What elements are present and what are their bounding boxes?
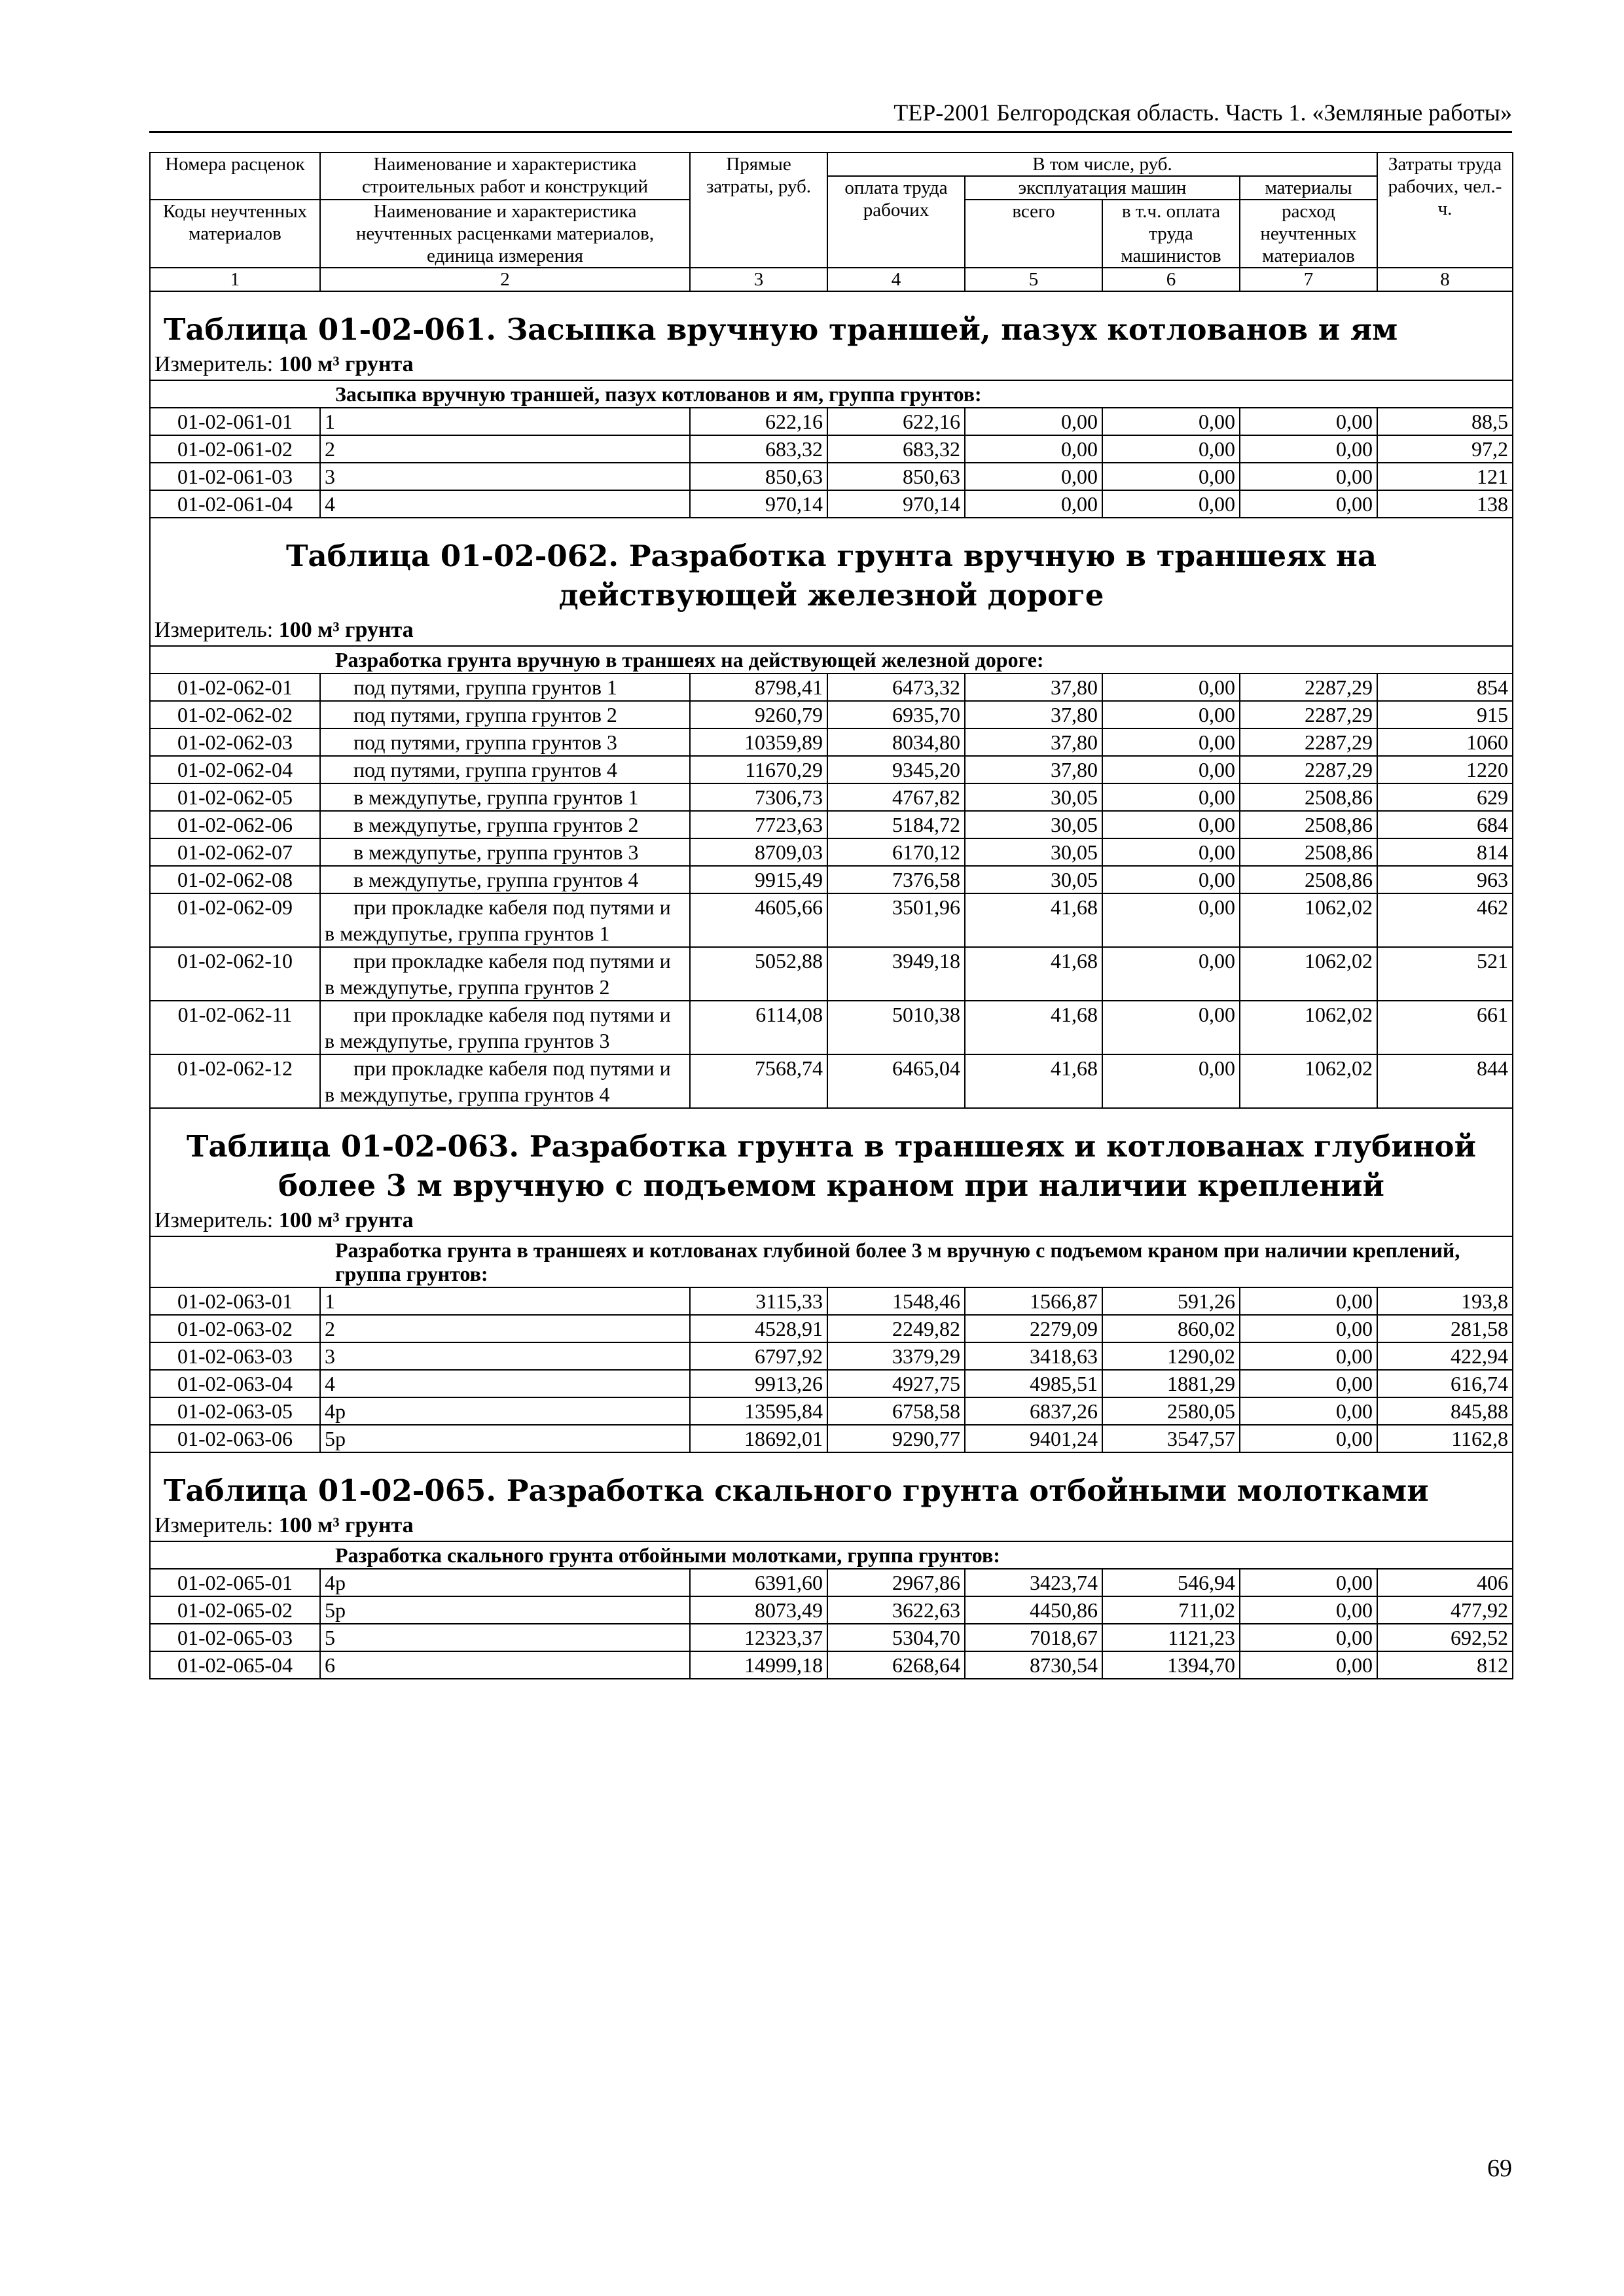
rate-code: 01-02-063-03 <box>150 1342 320 1370</box>
table-row <box>150 408 1513 435</box>
work-name: 5р <box>320 1425 690 1452</box>
value-c4: 7376,58 <box>827 866 965 893</box>
value-c3: 9260,79 <box>690 701 827 728</box>
work-name: под путями, группа грунтов 1 <box>320 673 690 701</box>
column-number: 8 <box>1377 268 1513 291</box>
value-c4: 3949,18 <box>827 947 965 1001</box>
value-c4: 6170,12 <box>827 838 965 866</box>
table-row <box>150 1370 1513 1397</box>
value-c8: 963 <box>1377 866 1513 893</box>
value-c5: 41,68 <box>965 1001 1102 1054</box>
table-row <box>150 490 1513 518</box>
table-row <box>150 1596 1513 1624</box>
value-c4: 6473,32 <box>827 673 965 701</box>
header-materials: материалы <box>1240 176 1377 200</box>
header-col2-top: Наименование и характеристика строительных работ и конструкций <box>320 152 690 200</box>
value-c8: 814 <box>1377 838 1513 866</box>
measure-label: Измеритель: <box>154 352 274 376</box>
value-c4: 6758,58 <box>827 1397 965 1425</box>
work-name: в междупутье, группа грунтов 4 <box>320 866 690 893</box>
value-c7: 0,00 <box>1240 490 1377 518</box>
measure-value: 100 м³ грунта <box>278 1208 414 1232</box>
value-c6: 0,00 <box>1102 701 1240 728</box>
group-title: Разработка скального грунта отбойными молотками, группа грунтов: <box>150 1541 1513 1569</box>
value-c8: 406 <box>1377 1569 1513 1596</box>
value-c5: 37,80 <box>965 756 1102 783</box>
rate-code: 01-02-062-06 <box>150 811 320 838</box>
header-row-1 <box>150 152 1513 176</box>
value-c4: 622,16 <box>827 408 965 435</box>
value-c8: 854 <box>1377 673 1513 701</box>
value-c6: 0,00 <box>1102 866 1240 893</box>
value-c3: 13595,84 <box>690 1397 827 1425</box>
header-col7: расход неучтенных материалов <box>1240 200 1377 268</box>
value-c5: 37,80 <box>965 673 1102 701</box>
table-title: Таблица 01-02-061. Засыпка вручную траншей, пазух котлованов и ям <box>150 291 1513 350</box>
group-title: Разработка грунта вручную в траншеях на действующей железной дороге: <box>150 646 1513 673</box>
table-row <box>150 756 1513 783</box>
work-name: 2 <box>320 435 690 463</box>
rate-code: 01-02-061-01 <box>150 408 320 435</box>
rate-code: 01-02-062-11 <box>150 1001 320 1054</box>
value-c3: 9915,49 <box>690 866 827 893</box>
value-c5: 8730,54 <box>965 1651 1102 1679</box>
measure-row <box>150 1511 1513 1541</box>
rate-code: 01-02-065-02 <box>150 1596 320 1624</box>
work-name: 4р <box>320 1569 690 1596</box>
value-c3: 3115,33 <box>690 1287 827 1315</box>
value-c3: 7306,73 <box>690 783 827 811</box>
value-c8: 812 <box>1377 1651 1513 1679</box>
measure-cell <box>150 1511 1513 1541</box>
column-numbers-row <box>150 268 1513 291</box>
rate-code: 01-02-063-06 <box>150 1425 320 1452</box>
value-c7: 0,00 <box>1240 1624 1377 1651</box>
value-c7: 0,00 <box>1240 408 1377 435</box>
value-c4: 5010,38 <box>827 1001 965 1054</box>
value-c6: 1121,23 <box>1102 1624 1240 1651</box>
value-c6: 0,00 <box>1102 947 1240 1001</box>
work-name: 3 <box>320 1342 690 1370</box>
value-c7: 0,00 <box>1240 435 1377 463</box>
value-c5: 41,68 <box>965 947 1102 1001</box>
value-c6: 0,00 <box>1102 893 1240 947</box>
group-title: Разработка грунта в траншеях и котлованах глубиной более 3 м вручную с подъемом краном при наличии креплений, группа грунтов: <box>150 1236 1513 1287</box>
value-c7: 1062,02 <box>1240 1054 1377 1108</box>
table-title-row <box>150 1108 1513 1206</box>
header-col2-bottom: Наименование и характеристика неучтенных расценками материалов, единица измерения <box>320 200 690 268</box>
table-row <box>150 947 1513 1001</box>
table-title: Таблица 01-02-063. Разработка грунта в траншеях и котлованах глубиной более 3 м вручную с подъемом краном при наличии креплений <box>150 1108 1513 1206</box>
measure-cell <box>150 350 1513 380</box>
column-number: 3 <box>690 268 827 291</box>
value-c5: 30,05 <box>965 811 1102 838</box>
value-c4: 970,14 <box>827 490 965 518</box>
work-name: 4 <box>320 1370 690 1397</box>
table-title: Таблица 01-02-065. Разработка скального грунта отбойными молотками <box>150 1452 1513 1511</box>
value-c7: 1062,02 <box>1240 893 1377 947</box>
table-title-row <box>150 518 1513 615</box>
rate-code: 01-02-062-02 <box>150 701 320 728</box>
measure-row <box>150 1206 1513 1236</box>
page-number: 69 <box>1487 2155 1512 2182</box>
value-c6: 1290,02 <box>1102 1342 1240 1370</box>
value-c4: 4927,75 <box>827 1370 965 1397</box>
value-c8: 661 <box>1377 1001 1513 1054</box>
value-c5: 41,68 <box>965 893 1102 947</box>
value-c8: 1220 <box>1377 756 1513 783</box>
work-name: 4р <box>320 1397 690 1425</box>
work-name: под путями, группа грунтов 4 <box>320 756 690 783</box>
rate-code: 01-02-062-01 <box>150 673 320 701</box>
rate-code: 01-02-062-08 <box>150 866 320 893</box>
column-number: 2 <box>320 268 690 291</box>
table-row <box>150 893 1513 947</box>
value-c7: 0,00 <box>1240 1370 1377 1397</box>
value-c3: 9913,26 <box>690 1370 827 1397</box>
value-c8: 281,58 <box>1377 1315 1513 1342</box>
value-c8: 844 <box>1377 1054 1513 1108</box>
value-c7: 2287,29 <box>1240 673 1377 701</box>
group-row <box>150 1236 1513 1287</box>
rate-code: 01-02-062-10 <box>150 947 320 1001</box>
rate-code: 01-02-061-02 <box>150 435 320 463</box>
rate-code: 01-02-063-01 <box>150 1287 320 1315</box>
rate-code: 01-02-063-04 <box>150 1370 320 1397</box>
table-row <box>150 435 1513 463</box>
work-name: 5р <box>320 1596 690 1624</box>
rate-code: 01-02-065-03 <box>150 1624 320 1651</box>
work-name: при прокладке кабеля под путями и в междупутье, группа грунтов 3 <box>320 1001 690 1054</box>
value-c3: 12323,37 <box>690 1624 827 1651</box>
work-name: 5 <box>320 1624 690 1651</box>
header-col3: Прямые затраты, руб. <box>690 152 827 268</box>
value-c7: 2508,86 <box>1240 811 1377 838</box>
header-machines: эксплуатация машин <box>965 176 1240 200</box>
group-title: Засыпка вручную траншей, пазух котлованов и ям, группа грунтов: <box>150 380 1513 408</box>
value-c4: 6935,70 <box>827 701 965 728</box>
value-c5: 6837,26 <box>965 1397 1102 1425</box>
measure-label: Измеритель: <box>154 1208 274 1232</box>
table-row <box>150 1001 1513 1054</box>
value-c8: 629 <box>1377 783 1513 811</box>
group-row <box>150 646 1513 673</box>
value-c7: 2287,29 <box>1240 756 1377 783</box>
value-c5: 37,80 <box>965 701 1102 728</box>
value-c8: 193,8 <box>1377 1287 1513 1315</box>
measure-value: 100 м³ грунта <box>278 618 414 642</box>
value-c5: 30,05 <box>965 783 1102 811</box>
value-c4: 2249,82 <box>827 1315 965 1342</box>
value-c3: 18692,01 <box>690 1425 827 1452</box>
value-c6: 0,00 <box>1102 783 1240 811</box>
value-c3: 6391,60 <box>690 1569 827 1596</box>
value-c6: 0,00 <box>1102 1054 1240 1108</box>
value-c3: 8073,49 <box>690 1596 827 1624</box>
value-c5: 7018,67 <box>965 1624 1102 1651</box>
header-col8: Затраты труда рабочих, чел.-ч. <box>1377 152 1513 268</box>
value-c3: 14999,18 <box>690 1651 827 1679</box>
value-c8: 684 <box>1377 811 1513 838</box>
value-c4: 8034,80 <box>827 728 965 756</box>
value-c3: 683,32 <box>690 435 827 463</box>
value-c7: 0,00 <box>1240 1342 1377 1370</box>
work-name: при прокладке кабеля под путями и в междупутье, группа грунтов 1 <box>320 893 690 947</box>
value-c7: 2508,86 <box>1240 866 1377 893</box>
work-name: 2 <box>320 1315 690 1342</box>
table-row <box>150 1651 1513 1679</box>
value-c8: 422,94 <box>1377 1342 1513 1370</box>
table-row <box>150 463 1513 490</box>
value-c7: 1062,02 <box>1240 947 1377 1001</box>
header-col4: оплата труда рабочих <box>827 176 965 268</box>
value-c3: 8709,03 <box>690 838 827 866</box>
value-c7: 0,00 <box>1240 1651 1377 1679</box>
value-c7: 0,00 <box>1240 1287 1377 1315</box>
value-c8: 88,5 <box>1377 408 1513 435</box>
value-c5: 30,05 <box>965 866 1102 893</box>
value-c7: 0,00 <box>1240 1596 1377 1624</box>
value-c8: 845,88 <box>1377 1397 1513 1425</box>
value-c7: 2508,86 <box>1240 783 1377 811</box>
work-name: 6 <box>320 1651 690 1679</box>
value-c4: 683,32 <box>827 435 965 463</box>
value-c8: 121 <box>1377 463 1513 490</box>
value-c3: 4605,66 <box>690 893 827 947</box>
table-row <box>150 673 1513 701</box>
value-c8: 915 <box>1377 701 1513 728</box>
column-number: 7 <box>1240 268 1377 291</box>
value-c8: 97,2 <box>1377 435 1513 463</box>
value-c6: 0,00 <box>1102 1001 1240 1054</box>
table-row <box>150 1315 1513 1342</box>
measure-label: Измеритель: <box>154 1513 274 1537</box>
value-c4: 9345,20 <box>827 756 965 783</box>
value-c6: 0,00 <box>1102 490 1240 518</box>
measure-row <box>150 615 1513 646</box>
value-c7: 2287,29 <box>1240 701 1377 728</box>
column-number: 5 <box>965 268 1102 291</box>
value-c4: 5304,70 <box>827 1624 965 1651</box>
rate-code: 01-02-062-05 <box>150 783 320 811</box>
group-row <box>150 380 1513 408</box>
rate-code: 01-02-062-12 <box>150 1054 320 1108</box>
value-c7: 0,00 <box>1240 1315 1377 1342</box>
value-c3: 11670,29 <box>690 756 827 783</box>
value-c4: 3622,63 <box>827 1596 965 1624</box>
value-c4: 6268,64 <box>827 1651 965 1679</box>
value-c7: 0,00 <box>1240 463 1377 490</box>
value-c5: 3418,63 <box>965 1342 1102 1370</box>
running-header: ТЕР-2001 Белгородская область. Часть 1. «Земляные работы» <box>149 98 1512 133</box>
table-row <box>150 1287 1513 1315</box>
value-c8: 138 <box>1377 490 1513 518</box>
value-c6: 860,02 <box>1102 1315 1240 1342</box>
value-c4: 1548,46 <box>827 1287 965 1315</box>
work-name: в междупутье, группа грунтов 3 <box>320 838 690 866</box>
table-row <box>150 1569 1513 1596</box>
header-col1-bottom: Коды неучтенных материалов <box>150 200 320 268</box>
table-row <box>150 1397 1513 1425</box>
table-row <box>150 783 1513 811</box>
value-c8: 1162,8 <box>1377 1425 1513 1452</box>
value-c5: 3423,74 <box>965 1569 1102 1596</box>
work-name: под путями, группа грунтов 3 <box>320 728 690 756</box>
value-c6: 2580,05 <box>1102 1397 1240 1425</box>
value-c6: 0,00 <box>1102 435 1240 463</box>
value-c5: 0,00 <box>965 408 1102 435</box>
value-c3: 970,14 <box>690 490 827 518</box>
value-c5: 2279,09 <box>965 1315 1102 1342</box>
value-c8: 477,92 <box>1377 1596 1513 1624</box>
value-c7: 0,00 <box>1240 1425 1377 1452</box>
table-row <box>150 1342 1513 1370</box>
header-col5: всего <box>965 200 1102 268</box>
value-c3: 7568,74 <box>690 1054 827 1108</box>
value-c5: 30,05 <box>965 838 1102 866</box>
value-c7: 2508,86 <box>1240 838 1377 866</box>
work-name: в междупутье, группа грунтов 1 <box>320 783 690 811</box>
value-c3: 7723,63 <box>690 811 827 838</box>
table-row <box>150 1425 1513 1452</box>
table-row <box>150 1624 1513 1651</box>
work-name: 4 <box>320 490 690 518</box>
value-c6: 1394,70 <box>1102 1651 1240 1679</box>
value-c6: 0,00 <box>1102 673 1240 701</box>
measure-cell <box>150 615 1513 646</box>
work-name: при прокладке кабеля под путями и в междупутье, группа грунтов 4 <box>320 1054 690 1108</box>
value-c3: 850,63 <box>690 463 827 490</box>
rate-code: 01-02-065-01 <box>150 1569 320 1596</box>
rate-code: 01-02-061-03 <box>150 463 320 490</box>
column-number: 1 <box>150 268 320 291</box>
value-c6: 711,02 <box>1102 1596 1240 1624</box>
value-c5: 0,00 <box>965 435 1102 463</box>
group-row <box>150 1541 1513 1569</box>
value-c5: 0,00 <box>965 490 1102 518</box>
measure-label: Измеритель: <box>154 618 274 642</box>
table-row <box>150 728 1513 756</box>
rate-code: 01-02-062-04 <box>150 756 320 783</box>
measure-value: 100 м³ грунта <box>278 352 414 376</box>
value-c6: 0,00 <box>1102 728 1240 756</box>
table-title: Таблица 01-02-062. Разработка грунта вручную в траншеях на действующей железной дороге <box>150 518 1513 615</box>
value-c8: 462 <box>1377 893 1513 947</box>
work-name: 1 <box>320 408 690 435</box>
value-c4: 4767,82 <box>827 783 965 811</box>
value-c4: 850,63 <box>827 463 965 490</box>
value-c4: 3379,29 <box>827 1342 965 1370</box>
value-c8: 1060 <box>1377 728 1513 756</box>
measure-cell <box>150 1206 1513 1236</box>
value-c4: 9290,77 <box>827 1425 965 1452</box>
value-c8: 692,52 <box>1377 1624 1513 1651</box>
rates-table <box>149 152 1513 1679</box>
value-c6: 0,00 <box>1102 838 1240 866</box>
measure-value: 100 м³ грунта <box>278 1513 414 1537</box>
measure-row <box>150 350 1513 380</box>
value-c6: 0,00 <box>1102 811 1240 838</box>
value-c7: 1062,02 <box>1240 1001 1377 1054</box>
header-incl: В том числе, руб. <box>827 152 1377 176</box>
work-name: под путями, группа грунтов 2 <box>320 701 690 728</box>
value-c4: 2967,86 <box>827 1569 965 1596</box>
table-title-row <box>150 1452 1513 1511</box>
table-title-row <box>150 291 1513 350</box>
rate-code: 01-02-063-02 <box>150 1315 320 1342</box>
value-c5: 9401,24 <box>965 1425 1102 1452</box>
rate-code: 01-02-063-05 <box>150 1397 320 1425</box>
rate-code: 01-02-062-09 <box>150 893 320 947</box>
rate-code: 01-02-062-07 <box>150 838 320 866</box>
value-c3: 5052,88 <box>690 947 827 1001</box>
value-c6: 591,26 <box>1102 1287 1240 1315</box>
value-c4: 3501,96 <box>827 893 965 947</box>
value-c4: 6465,04 <box>827 1054 965 1108</box>
value-c7: 2287,29 <box>1240 728 1377 756</box>
table-row <box>150 701 1513 728</box>
value-c6: 0,00 <box>1102 408 1240 435</box>
value-c5: 1566,87 <box>965 1287 1102 1315</box>
value-c7: 0,00 <box>1240 1569 1377 1596</box>
rate-code: 01-02-065-04 <box>150 1651 320 1679</box>
table-row <box>150 838 1513 866</box>
value-c6: 546,94 <box>1102 1569 1240 1596</box>
work-name: в междупутье, группа грунтов 2 <box>320 811 690 838</box>
value-c8: 521 <box>1377 947 1513 1001</box>
rate-code: 01-02-061-04 <box>150 490 320 518</box>
column-number: 4 <box>827 268 965 291</box>
value-c5: 0,00 <box>965 463 1102 490</box>
work-name: 3 <box>320 463 690 490</box>
value-c3: 622,16 <box>690 408 827 435</box>
value-c5: 4985,51 <box>965 1370 1102 1397</box>
value-c6: 3547,57 <box>1102 1425 1240 1452</box>
value-c3: 6114,08 <box>690 1001 827 1054</box>
value-c5: 41,68 <box>965 1054 1102 1108</box>
value-c5: 37,80 <box>965 728 1102 756</box>
value-c6: 0,00 <box>1102 463 1240 490</box>
work-name: 1 <box>320 1287 690 1315</box>
value-c6: 1881,29 <box>1102 1370 1240 1397</box>
value-c4: 5184,72 <box>827 811 965 838</box>
table-row <box>150 866 1513 893</box>
value-c3: 8798,41 <box>690 673 827 701</box>
value-c8: 616,74 <box>1377 1370 1513 1397</box>
value-c3: 4528,91 <box>690 1315 827 1342</box>
header-col1-top: Номера расценок <box>150 152 320 200</box>
rate-code: 01-02-062-03 <box>150 728 320 756</box>
work-name: при прокладке кабеля под путями и в междупутье, группа грунтов 2 <box>320 947 690 1001</box>
value-c7: 0,00 <box>1240 1397 1377 1425</box>
value-c3: 6797,92 <box>690 1342 827 1370</box>
value-c6: 0,00 <box>1102 756 1240 783</box>
table-row <box>150 811 1513 838</box>
value-c3: 10359,89 <box>690 728 827 756</box>
header-col6: в т.ч. оплата труда машинистов <box>1102 200 1240 268</box>
table-row <box>150 1054 1513 1108</box>
column-number: 6 <box>1102 268 1240 291</box>
value-c5: 4450,86 <box>965 1596 1102 1624</box>
